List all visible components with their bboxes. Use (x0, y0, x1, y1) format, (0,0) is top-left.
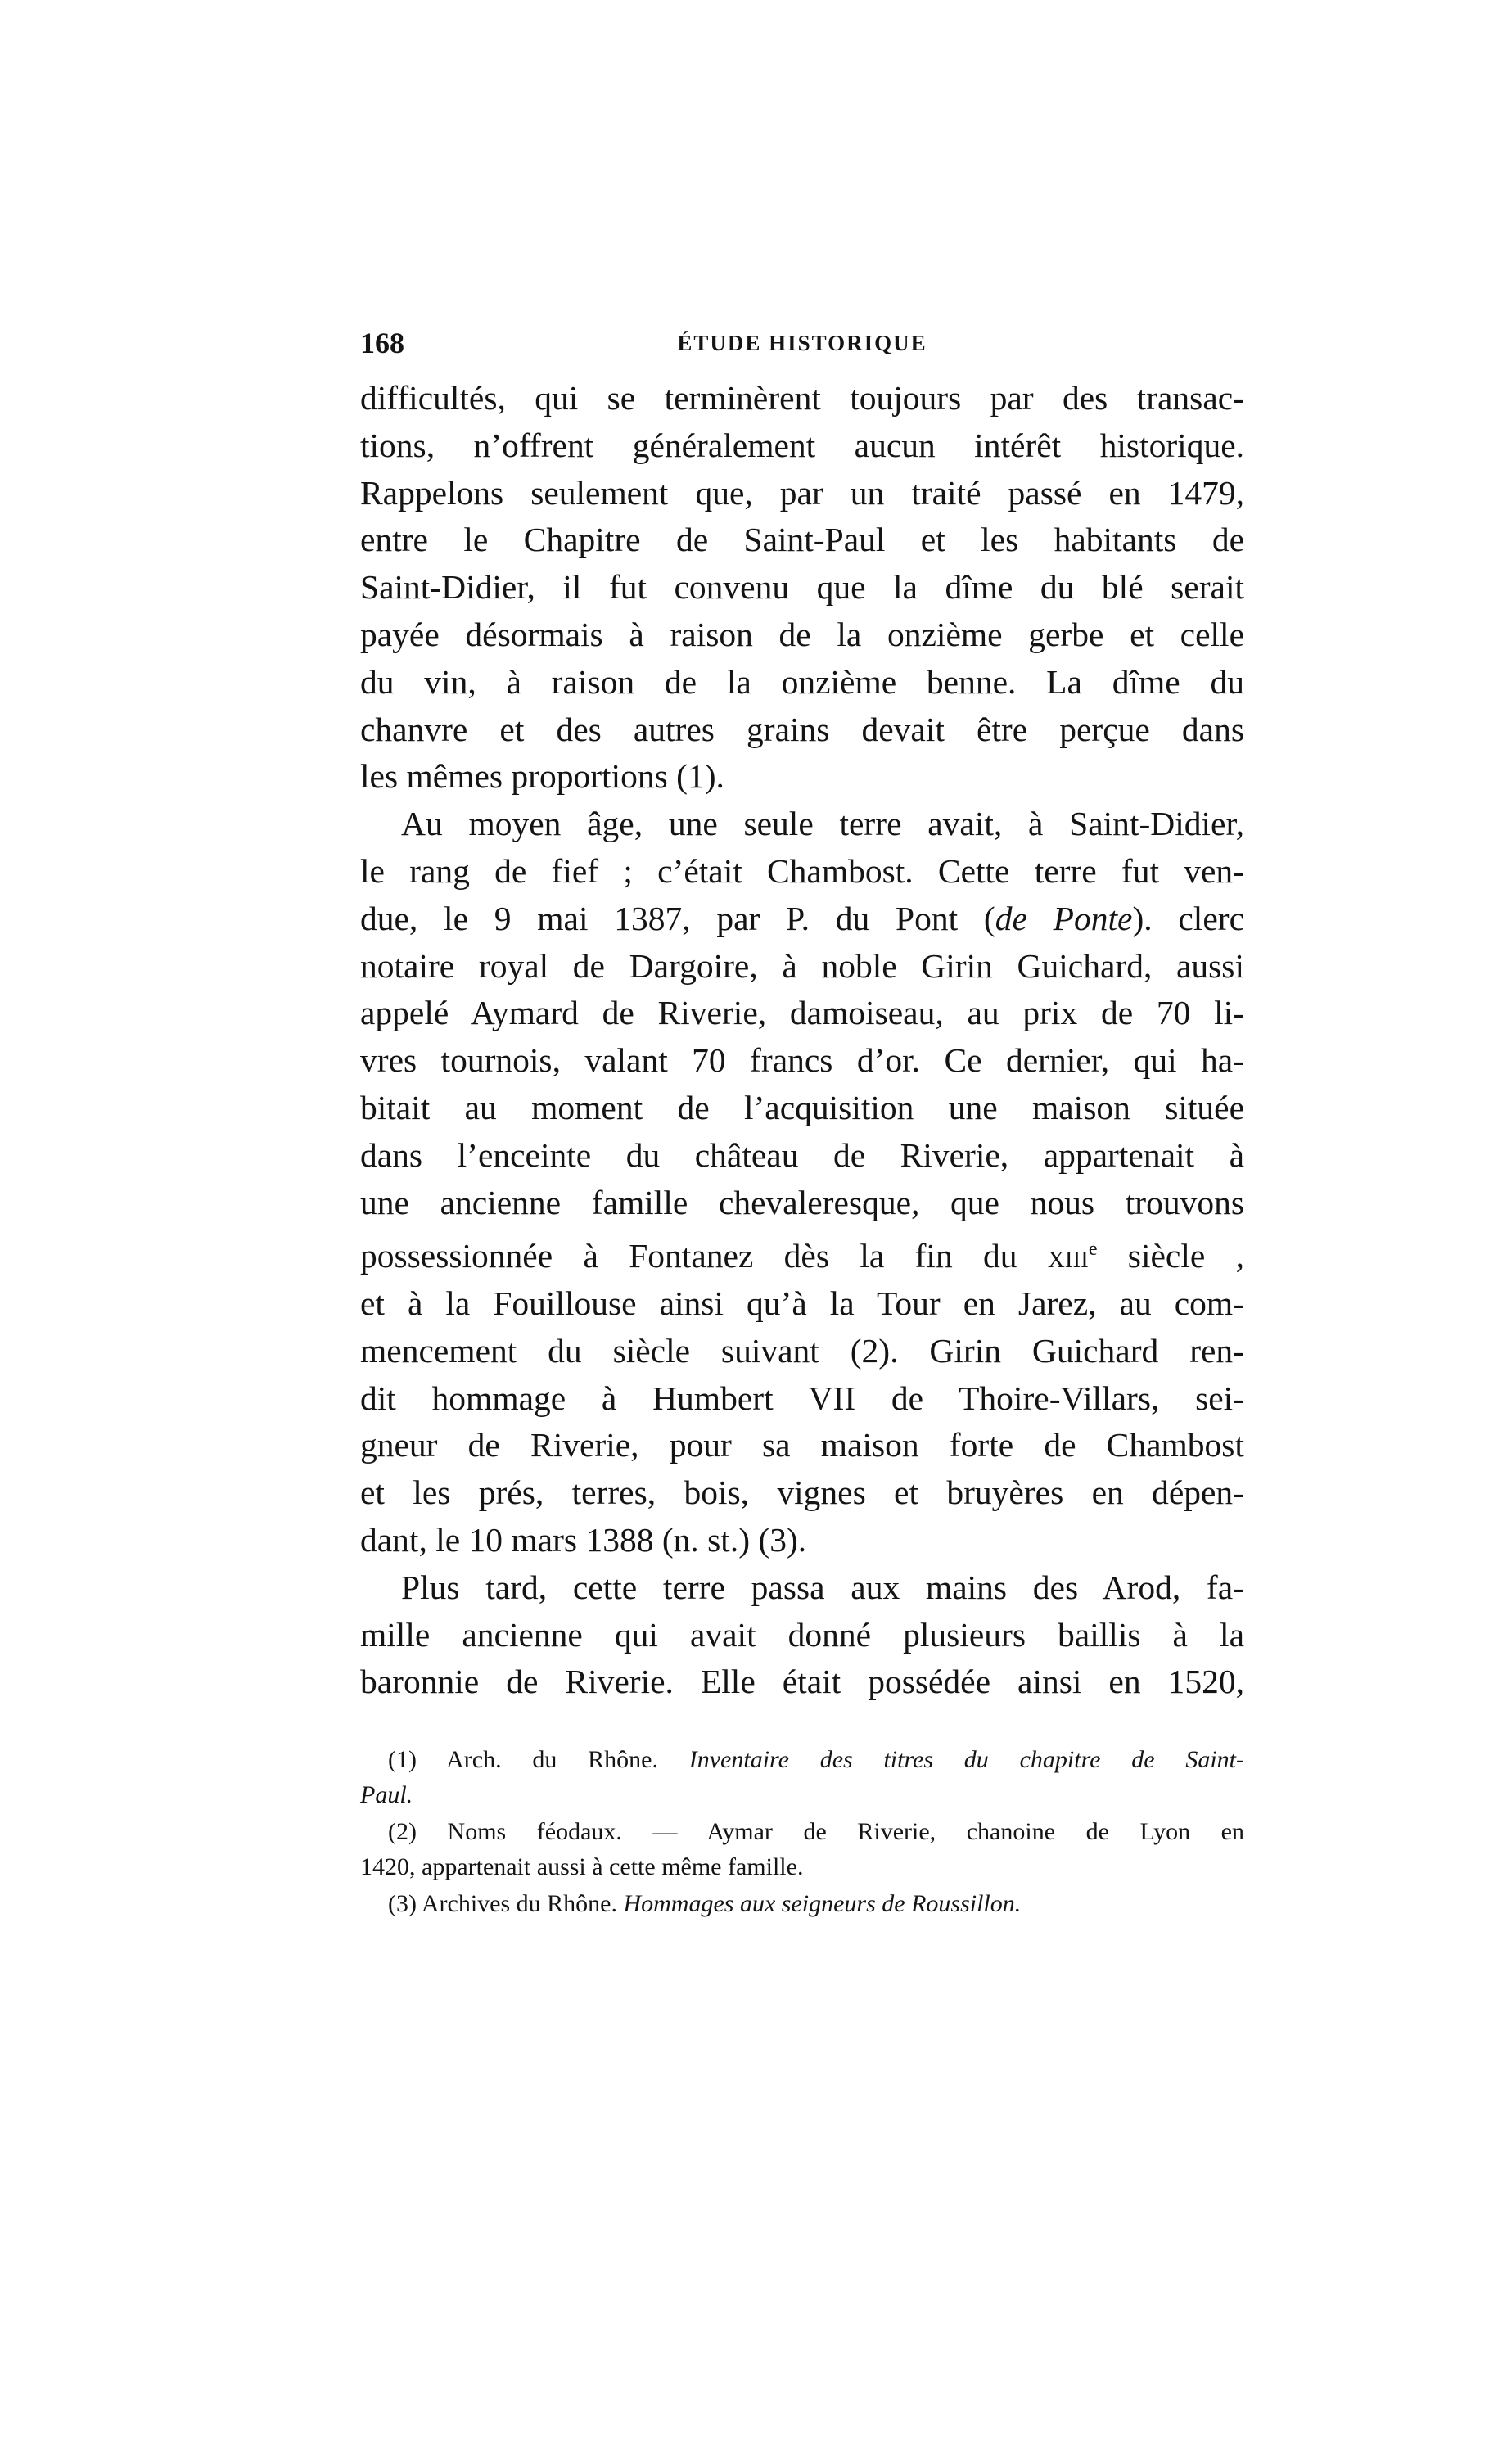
text-line: entre le Chapitre de Saint-Paul et les habitants de (360, 521, 1244, 559)
text-line: Au moyen âge, une seule terre avait, à Saint-Didier, (401, 805, 1244, 843)
text-line: Saint-Didier, il fut convenu que la dîme du blé serait (360, 568, 1244, 607)
footnote-text: Archives du Rhône. (421, 1890, 617, 1917)
text-line: et à la Fouillouse ainsi qu’à la Tour en Jarez, au com- (360, 1284, 1244, 1322)
superscript: e (1088, 1239, 1098, 1261)
footnote-2 (360, 1814, 1244, 1884)
footnote-line (360, 1886, 1244, 1921)
text-segment: possessionnée à Fontanez dès la fin du (360, 1237, 1048, 1275)
footnote-line (360, 1777, 1244, 1812)
text-line: Plus tard, cette terre passa aux mains des Arod, fa- (401, 1568, 1244, 1606)
text-line: notaire royal de Dargoire, à noble Girin Guichard, aussi (360, 946, 1244, 985)
text-line: et les prés, terres, bois, vignes et bruyères en dépen- (360, 1473, 1244, 1512)
text-line: une ancienne famille chevaleresque, que nous trouvons (360, 1183, 1244, 1221)
text-segment: ). clerc (1132, 899, 1244, 937)
text-line: payée désormais à raison de la onzième gerbe et celle (360, 615, 1244, 653)
text-line: dant, le 10 mars 1388 (n. st.) (3). (360, 1520, 807, 1559)
text-line (360, 1226, 1244, 1280)
footnote-italic: Paul. (360, 1781, 413, 1808)
footnote-1 (360, 1742, 1244, 1812)
text-line: mencement du siècle suivant (2). Girin Guichard ren- (360, 1331, 1244, 1370)
running-head: ÉTUDE HISTORIQUE (677, 331, 927, 355)
text-line: le rang de fief ; c’était Chambost. Cette terre fut ven- (360, 851, 1244, 890)
text-line: les mêmes proportions (1). (360, 757, 724, 796)
text-line: dit hommage à Humbert VII de Thoire-Villars, sei- (360, 1379, 1244, 1417)
text-line: bitait au moment de l’acquisition une maison située (360, 1088, 1244, 1126)
text-line: difficultés, qui se terminèrent toujours par des transac- (360, 379, 1244, 417)
paragraph-1 (360, 375, 1244, 801)
paragraph-2 (360, 801, 1244, 1564)
text-line: vres tournois, valant 70 francs d’or. Ce dernier, qui ha- (360, 1041, 1244, 1080)
footnote-mark: (1) (388, 1746, 417, 1773)
text-line: chanvre et des autres grains devait être perçue dans (360, 710, 1244, 748)
text-line: baronnie de Riverie. Elle était possédée ainsi en 1520, (360, 1663, 1244, 1701)
text-line (360, 896, 1244, 943)
footnote-line: 1420, appartenait aussi à cette même famille. (360, 1853, 804, 1880)
footnote-italic: Inventaire des titres du chapitre de Saint- (688, 1746, 1244, 1773)
body-text (360, 375, 1244, 1706)
page-number: 168 (360, 327, 404, 359)
footnote-line (360, 1742, 1244, 1777)
footnote-italic: Hommages aux seigneurs de Roussillon. (623, 1890, 1022, 1917)
footnote-mark: (3) (388, 1890, 417, 1917)
roman-numeral: xiii (1047, 1237, 1089, 1275)
italic-segment: de Ponte (995, 899, 1133, 937)
text-line: gneur de Riverie, pour sa maison forte de Chambost (360, 1426, 1244, 1464)
footnote-text: Noms féodaux. — Aymar de Riverie, chanoine de Lyon en (447, 1818, 1244, 1845)
text-segment: due, le 9 mai 1387, par P. du Pont ( (360, 899, 995, 937)
text-segment: siècle , (1097, 1237, 1244, 1275)
text-line: du vin, à raison de la onzième benne. La dîme du (360, 662, 1244, 701)
text-line: Rappelons seulement que, par un traité passé en 1479, (360, 473, 1244, 512)
footnote-line (360, 1814, 1244, 1849)
text-line: mille ancienne qui avait donné plusieurs baillis à la (360, 1615, 1244, 1654)
page-header (360, 326, 1244, 362)
text-line: appelé Aymard de Riverie, damoiseau, au prix de 70 li- (360, 994, 1244, 1032)
text-line: dans l’enceinte du château de Riverie, appartenait à (360, 1135, 1244, 1174)
footnote-3 (360, 1886, 1244, 1921)
paragraph-3 (360, 1564, 1244, 1706)
footnote-text: Arch. du Rhône. (446, 1746, 658, 1773)
footnote-mark: (2) (388, 1818, 417, 1845)
footnotes (360, 1742, 1244, 1923)
text-line: tions, n’offrent généralement aucun intérêt historique. (360, 426, 1244, 464)
